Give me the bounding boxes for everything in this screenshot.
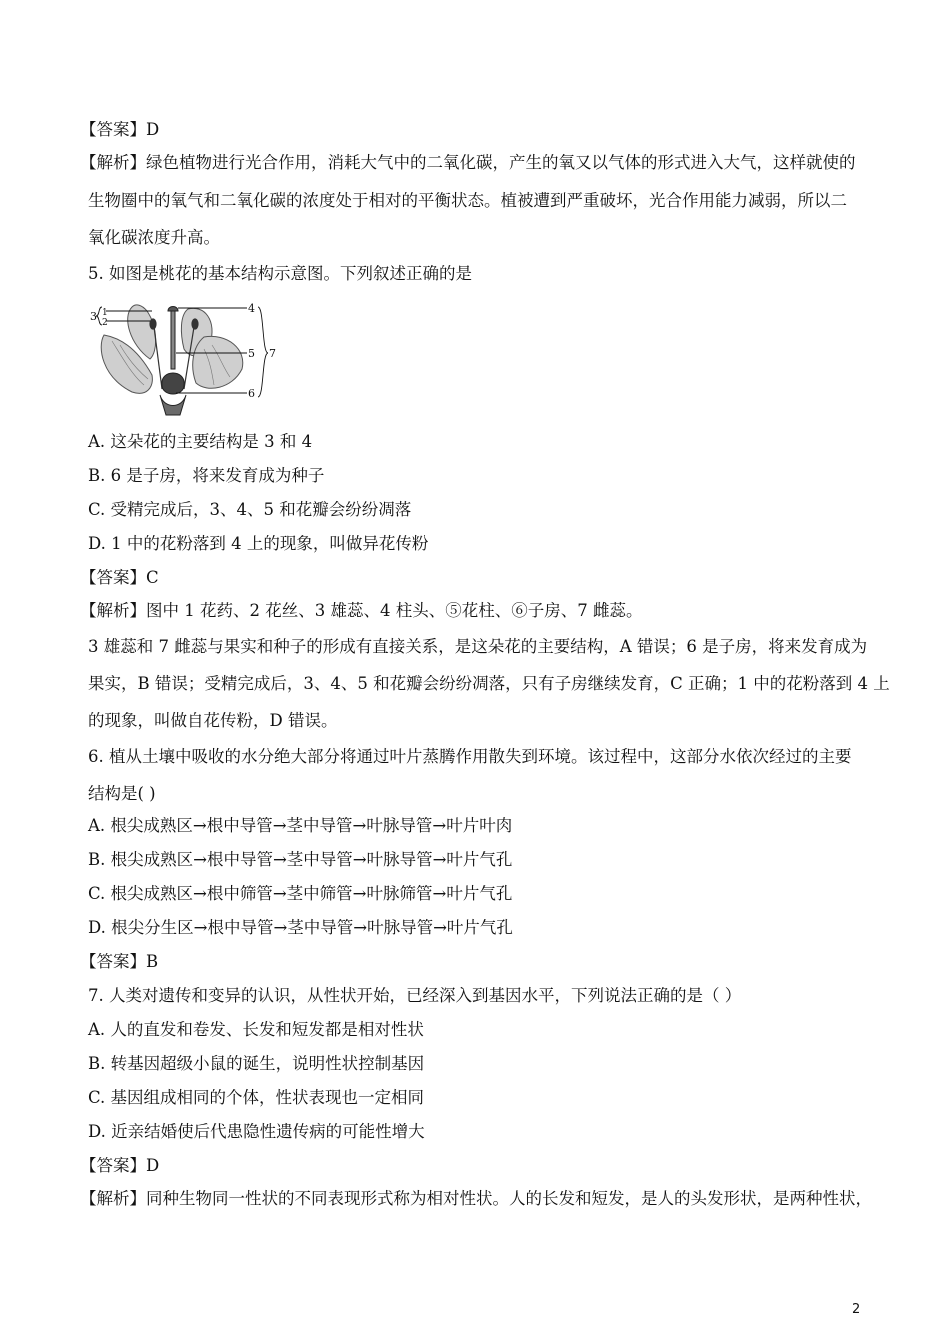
q5-stem: 5. 如图是桃花的基本结构示意图。下列叙述正确的是 [88, 264, 472, 283]
q7-option-b: B. 转基因超级小鼠的诞生，说明性状控制基因 [88, 1054, 425, 1073]
q5-analysis-line-1: 【解析】图中 1 花药、2 花丝、3 雄蕊、4 柱头、⑤花柱、⑥子房、7 雌蕊。 [80, 601, 643, 620]
label-4: 4 [248, 302, 255, 315]
q7-answer: 【答案】D [80, 1156, 160, 1175]
q7-option-c: C. 基因组成相同的个体，性状表现也一定相同 [88, 1088, 425, 1107]
q5-option-c: C. 受精完成后，3、4、5 和花瓣会纷纷凋落 [88, 500, 412, 519]
page-number: 2 [852, 1302, 861, 1317]
q5-analysis-line-3: 果实，B 错误；受精完成后，3、4、5 和花瓣会纷纷凋落，只有子房继续发育，C 正确；1 中的花粉落到 4 上 [88, 674, 890, 693]
label-3: 3 [90, 310, 97, 323]
q5-analysis-line-4: 的现象，叫做自花传粉，D 错误。 [88, 711, 338, 730]
q7-option-a: A. 人的直发和卷发、长发和短发都是相对性状 [88, 1020, 424, 1039]
q5-option-d: D. 1 中的花粉落到 4 上的现象，叫做异花传粉 [88, 534, 429, 553]
q5-option-b: B. 6 是子房，将来发育成为种子 [88, 466, 325, 485]
right-petal [193, 336, 243, 388]
q6-stem-line-2: 结构是( ) [88, 784, 156, 803]
q5-option-a: A. 这朵花的主要结构是 3 和 4 [88, 432, 313, 451]
q6-option-c: C. 根尖成熟区→根中筛管→茎中筛管→叶脉筛管→叶片气孔 [88, 884, 513, 903]
label-2: 2 [102, 318, 108, 328]
q6-option-d: D. 根尖分生区→根中导管→茎中导管→叶脉导管→叶片气孔 [88, 918, 513, 937]
label-7: 7 [269, 347, 276, 360]
label-6: 6 [248, 387, 255, 400]
peach-flower-diagram [92, 297, 277, 417]
q7-analysis-line-1: 【解析】同种生物同一性状的不同表现形式称为相对性状。人的长发和短发，是人的头发形状，是两种性状， [80, 1189, 872, 1208]
q6-answer: 【答案】B [80, 952, 159, 971]
q7-stem: 7. 人类对遗传和变异的认识，从性状开始，已经深入到基因水平，下列说法正确的是（ ） [88, 986, 742, 1005]
q6-option-a: A. 根尖成熟区→根中导管→茎中导管→叶脉导管→叶片叶肉 [88, 816, 513, 835]
q6-option-b: B. 根尖成熟区→根中导管→茎中导管→叶脉导管→叶片气孔 [88, 850, 513, 869]
q4-answer: 【答案】D [80, 120, 160, 139]
q4-analysis-line-3: 氧化碳浓度升高。 [88, 228, 220, 247]
q4-analysis-line-1: 【解析】绿色植物进行光合作用，消耗大气中的二氧化碳，产生的氧又以气体的形式进入大气，这样就使的 [80, 153, 856, 172]
q5-analysis-line-2: 3 雄蕊和 7 雌蕊与果实和种子的形成有直接关系，是这朵花的主要结构，A 错误；6 是子房，将来发育成为 [88, 637, 868, 656]
q7-option-d: D. 近亲结婚使后代患隐性遗传病的可能性增大 [88, 1122, 425, 1141]
q5-answer: 【答案】C [80, 568, 159, 587]
q6-stem-line-1: 6. 植从土壤中吸收的水分绝大部分将通过叶片蒸腾作用散失到环境。该过程中，这部分水依次经过的主要 [88, 747, 852, 766]
label-5: 5 [248, 347, 255, 360]
label-1: 1 [102, 308, 108, 318]
q4-analysis-line-2: 生物圈中的氧气和二氧化碳的浓度处于相对的平衡状态。植被遭到严重破坏，光合作用能力减弱，所以二 [88, 191, 847, 210]
